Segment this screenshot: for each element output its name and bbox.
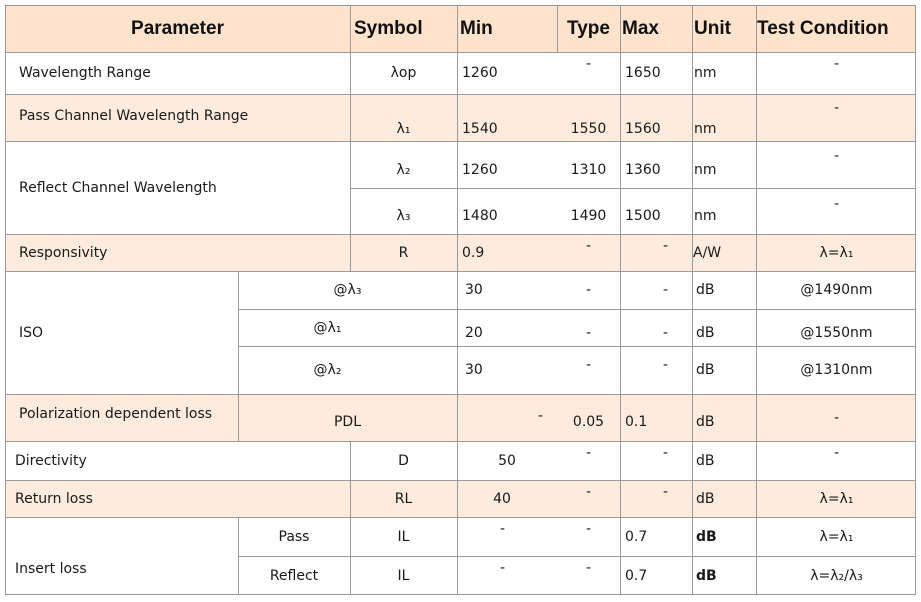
insert-loss-reflect-test: λ=λ₂/λ₃: [810, 567, 863, 584]
reflect-channel-unit-l3: nm: [694, 208, 717, 224]
header-symbol: Symbol: [354, 17, 423, 39]
header-max: Max: [622, 17, 659, 39]
responsivity-unit: A/W: [693, 244, 722, 261]
pdl-symbol: PDL: [333, 414, 362, 430]
iso-symbol-l1: @λ₁: [313, 319, 342, 336]
reflect-channel-unit-l2: nm: [694, 162, 717, 178]
iso-unit-l2: dB: [696, 362, 715, 378]
wavelength-range-unit: nm: [694, 65, 717, 81]
iso-test-l2: @1310nm: [800, 362, 873, 378]
directivity-label: Directivity: [15, 452, 87, 469]
header-min: Min: [460, 17, 493, 39]
insert-loss-reflect-unit: dB: [696, 567, 717, 584]
insert-loss-reflect-symbol: IL: [397, 567, 410, 584]
iso-symbol-l2: @λ₂: [313, 362, 342, 378]
pass-channel-unit: nm: [694, 121, 717, 137]
pass-channel-symbol: λ₁: [396, 121, 411, 137]
responsivity-min: 0.9: [462, 244, 485, 261]
iso-type-l2: -: [585, 357, 592, 373]
wavelength-range-type: -: [585, 56, 592, 72]
insert-loss-pass-label: Pass: [278, 528, 310, 545]
directivity-min: 50: [498, 452, 516, 469]
responsivity-max: -: [662, 238, 668, 254]
wavelength-range-test: -: [833, 56, 840, 72]
pass-channel-label: Pass Channel Wavelength Range: [19, 108, 249, 124]
return-loss-max: -: [662, 484, 668, 500]
directivity-unit: dB: [696, 452, 715, 469]
reflect-channel-label: Reflect Channel Wavelength: [19, 179, 217, 196]
wavelength-range-label: Wavelength Range: [19, 65, 151, 81]
iso-max-l1: -: [662, 324, 668, 341]
directivity-max: -: [662, 445, 668, 461]
pdl-label: Polarization dependent loss: [19, 406, 213, 422]
pass-channel-type: 1550: [570, 121, 607, 137]
reflect-channel-min-l2: 1260: [462, 162, 498, 178]
header-parameter: Parameter: [131, 17, 224, 39]
reflect-channel-test-l2: -: [833, 148, 840, 164]
directivity-symbol: D: [398, 452, 409, 469]
iso-type-l1: -: [585, 324, 592, 341]
pdl-min: -: [537, 408, 543, 424]
insert-loss-pass-type: -: [585, 521, 592, 537]
iso-label: ISO: [19, 324, 44, 341]
iso-min-l2: 30: [465, 362, 483, 378]
insert-loss-pass-max: 0.7: [625, 528, 648, 545]
iso-test-l1: @1550nm: [800, 324, 873, 341]
iso-symbol-l3: @λ₃: [333, 282, 362, 298]
pass-channel-test: -: [833, 100, 840, 116]
insert-loss-pass-min: -: [499, 521, 505, 537]
reflect-channel-max-l3: 1500: [625, 208, 661, 224]
insert-loss-reflect-max: 0.7: [625, 567, 648, 584]
insert-loss-label: Insert loss: [15, 560, 87, 577]
insert-loss-reflect-label: Reflect: [269, 567, 319, 584]
reflect-channel-type-l3: 1490: [570, 208, 607, 224]
insert-loss-pass-test: λ=λ₁: [819, 528, 854, 545]
insert-loss-reflect-type: -: [585, 560, 592, 576]
directivity-test: -: [833, 445, 840, 461]
iso-type-l3: -: [585, 282, 592, 298]
responsivity-type: -: [585, 238, 592, 254]
pdl-unit: dB: [696, 414, 715, 430]
wavelength-range-symbol: λop: [390, 65, 417, 81]
insert-loss-pass-symbol: IL: [397, 528, 410, 545]
pass-channel-min: 1540: [462, 121, 498, 137]
reflect-channel-test-l3: -: [833, 196, 840, 212]
header-test-condition: Test Condition: [757, 17, 889, 39]
iso-min-l3: 30: [465, 282, 483, 298]
reflect-channel-type-l2: 1310: [570, 162, 607, 178]
reflect-channel-min-l3: 1480: [462, 208, 498, 224]
directivity-type: -: [585, 445, 592, 461]
reflect-channel-symbol-l3: λ₃: [396, 208, 411, 224]
return-loss-unit: dB: [696, 490, 715, 507]
return-loss-min: 40: [493, 490, 511, 507]
pdl-max: 0.1: [625, 414, 648, 430]
return-loss-label: Return loss: [15, 490, 93, 507]
reflect-channel-max-l2: 1360: [625, 162, 661, 178]
iso-unit-l3: dB: [696, 282, 715, 298]
iso-max-l2: -: [662, 357, 668, 373]
reflect-channel-symbol-l2: λ₂: [396, 162, 411, 178]
return-loss-symbol: RL: [394, 490, 413, 507]
insert-loss-pass-unit: dB: [696, 528, 717, 545]
wavelength-range-max: 1650: [625, 65, 661, 81]
pdl-type: 0.05: [572, 414, 605, 430]
spec-table: [5, 5, 916, 595]
return-loss-type: -: [585, 484, 592, 500]
responsivity-symbol: R: [398, 244, 409, 261]
responsivity-label: Responsivity: [19, 244, 108, 261]
iso-test-l3: @1490nm: [800, 282, 873, 298]
header-unit: Unit: [694, 17, 731, 39]
header-type: Type: [567, 17, 610, 39]
responsivity-test: λ=λ₁: [819, 244, 854, 261]
iso-max-l3: -: [662, 282, 668, 298]
pdl-test: -: [833, 409, 840, 426]
return-loss-test: λ=λ₁: [819, 490, 854, 507]
iso-min-l1: 20: [465, 324, 483, 341]
pass-channel-max: 1560: [625, 121, 661, 137]
insert-loss-reflect-min: -: [499, 560, 505, 576]
wavelength-range-min: 1260: [462, 65, 498, 81]
iso-unit-l1: dB: [696, 324, 715, 341]
